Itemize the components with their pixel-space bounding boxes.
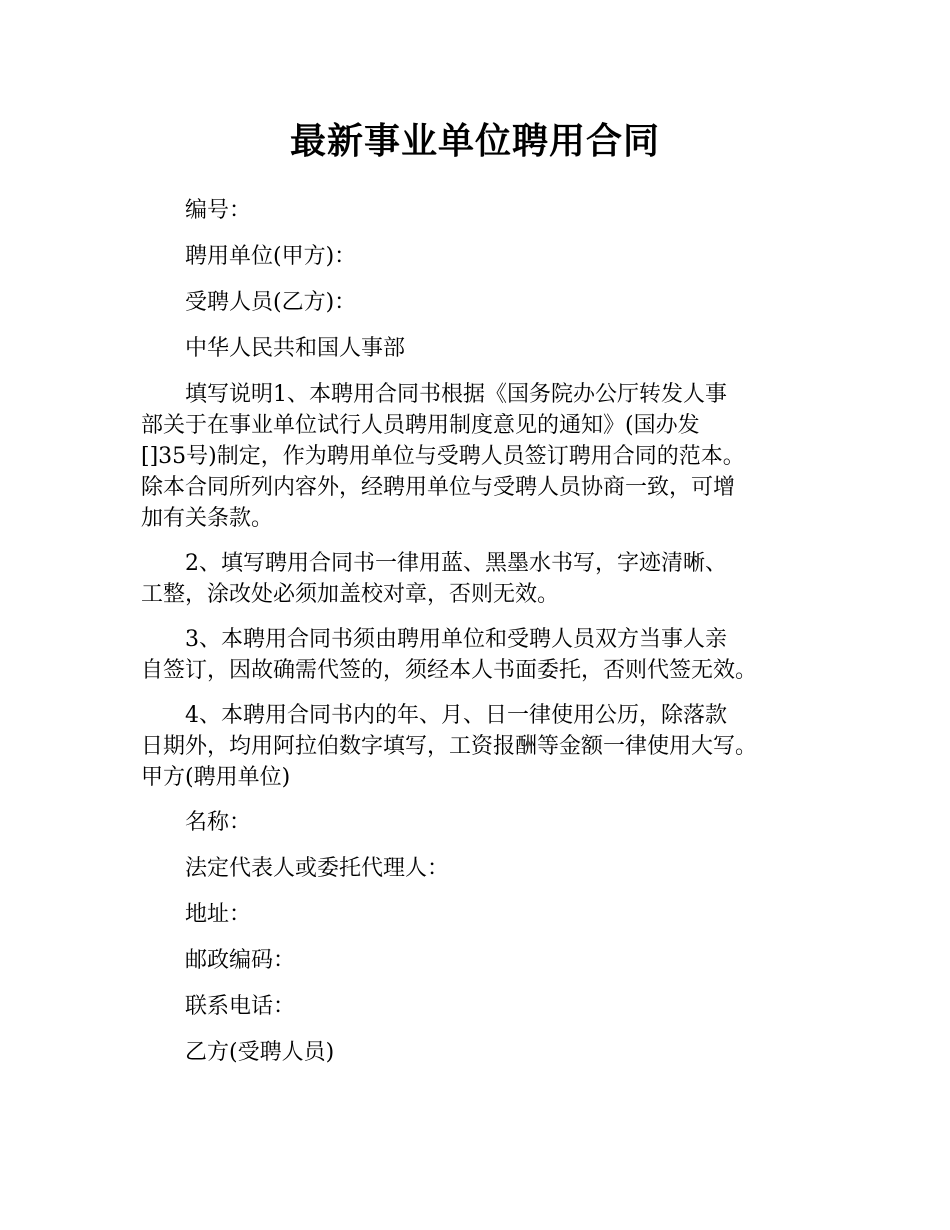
instruction-1-line-1: 填写说明1、本聘用合同书根据《国务院办公厅转发人事 xyxy=(185,382,727,407)
instruction-2-line-2: 工整，涂改处必须加盖校对章，否则无效。 xyxy=(141,582,560,607)
field-employer: 聘用单位(甲方)： xyxy=(185,244,357,269)
instruction-3-line-1: 3、本聘用合同书须由聘用单位和受聘人员双方当事人亲 xyxy=(185,627,727,652)
instruction-paragraph-2 xyxy=(141,548,831,610)
field-legal-representative: 法定代表人或委托代理人： xyxy=(185,856,450,881)
instruction-4-line-1: 4、本聘用合同书内的年、月、日一律使用公历，除落款 xyxy=(185,703,727,728)
instruction-2-line-1: 2、填写聘用合同书一律用蓝、黑墨水书写，字迹清晰、 xyxy=(185,551,727,576)
field-contract-number: 编号： xyxy=(185,198,252,223)
instruction-1-line-2: 部关于在事业单位试行人员聘用制度意见的通知》(国办发 xyxy=(141,413,700,438)
instruction-4-line-2: 日期外，均用阿拉伯数字填写，工资报酬等金额一律使用大写。 xyxy=(141,734,758,759)
instruction-1-line-5: 加有关条款。 xyxy=(141,506,274,531)
instruction-1-line-3: []35号)制定，作为聘用单位与受聘人员签订聘用合同的范本。 xyxy=(141,444,745,469)
field-address: 地址： xyxy=(185,902,252,927)
instruction-3-line-2: 自签订，因故确需代签的，须经本人书面委托，否则代签无效。 xyxy=(141,658,758,683)
document-title: 最新事业单位聘用合同 xyxy=(289,121,660,162)
instruction-paragraph-4 xyxy=(141,700,831,793)
field-postal-code: 邮政编码： xyxy=(185,948,296,973)
field-party-a-name: 名称： xyxy=(185,810,252,835)
party-a-heading: 甲方(聘用单位) xyxy=(141,765,291,790)
instruction-paragraph-1 xyxy=(141,379,831,534)
field-phone: 联系电话： xyxy=(185,994,296,1019)
document-body xyxy=(141,195,831,1083)
instruction-1-line-4: 除本合同所列内容外，经聘用单位与受聘人员协商一致，可增 xyxy=(141,475,736,500)
field-issuer: 中华人民共和国人事部 xyxy=(185,336,406,361)
instruction-paragraph-3 xyxy=(141,624,831,686)
field-employee: 受聘人员(乙方)： xyxy=(185,290,357,315)
party-b-heading: 乙方(受聘人员) xyxy=(185,1040,335,1065)
